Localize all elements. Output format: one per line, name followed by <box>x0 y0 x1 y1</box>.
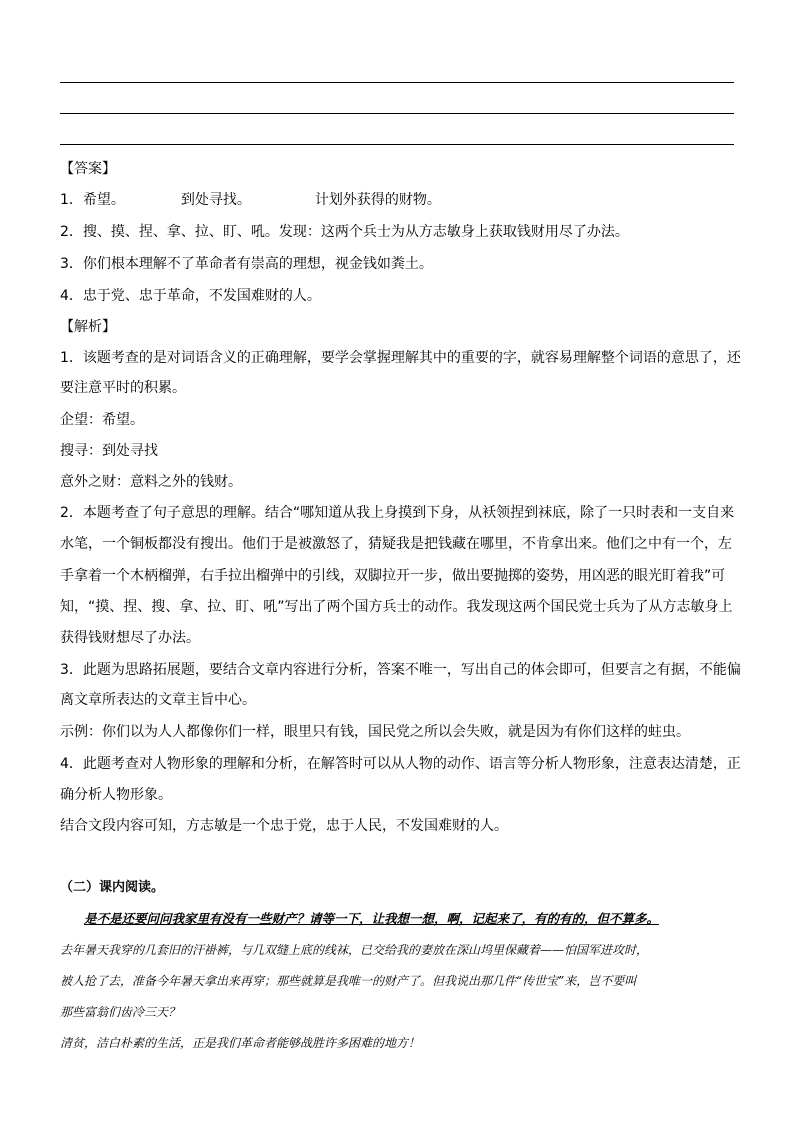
answer-line-3 <box>60 144 734 145</box>
analysis-conclusion: 结合文段内容可知，方志敏是一个忠于党，忠于人民，不发国难财的人。 <box>60 818 508 834</box>
answer-4: 4．忠于党、忠于革命，不发国难财的人。 <box>60 288 321 304</box>
analysis-header: 【解析】 <box>60 319 116 335</box>
answer-3: 3．你们根本理解不了革命者有崇高的理想，视金钱如粪土。 <box>60 256 433 272</box>
analysis-example: 示例：你们以为人人都像你们一样，眼里只有钱，国民党之所以会失败，就是因为有你们这样的蛀虫。 <box>60 724 690 740</box>
analysis-2-line-2: 水笔，一个铜板都没有搜出。他们于是被激怒了，猜疑我是把钱藏在哪里，不肯拿出来。他们之中有一个，左 <box>60 536 732 552</box>
analysis-2-line-3: 手拿着一个木柄榴弹，右手拉出榴弹中的引线，双脚拉开一步，做出要抛掷的姿势，用凶恶的眼光盯着我”可 <box>60 568 726 584</box>
answer-2: 2．搜、摸、捏、拿、拉、盯、吼。发现：这两个兵士为从方志敏身上获取钱财用尽了办法。 <box>60 224 629 240</box>
passage-line-5: 清贫，洁白朴素的生活，正是我们革命者能够战胜许多困难的地方！ <box>60 1036 421 1050</box>
analysis-1-line-2: 要注意平时的积累。 <box>60 380 186 396</box>
answer-1-part-1: 1．希望。 <box>60 192 125 208</box>
analysis-3-line-2: 离文章所表达的文章主旨中心。 <box>60 692 256 708</box>
analysis-4-line-2: 确分析人物形象。 <box>60 787 172 803</box>
analysis-2-line-4: 知，“摸、捏、搜、拿、拉、盯、吼”写出了两个国方兵士的动作。我发现这两个国民党士兵为了从方志敏身上 <box>60 599 733 615</box>
analysis-2-line-1: 2．本题考查了句子意思的理解。结合“哪知道从我上身摸到下身，从袄领捏到袜底，除了一只时表和一支自来 <box>60 505 735 521</box>
analysis-2-line-5: 获得钱财想尽了办法。 <box>60 630 200 646</box>
word-definition-2: 搜寻：到处寻找 <box>60 443 158 459</box>
answer-header: 【答案】 <box>60 161 116 177</box>
passage-line-4: 那些富翁们齿冷三天？ <box>60 1005 181 1019</box>
answer-line-1 <box>60 82 734 83</box>
answer-1 <box>60 190 736 210</box>
answer-line-2 <box>60 113 734 114</box>
passage-line-2: 去年暑天我穿的几套旧的汗褂裤，与几双缝上底的线袜，已交给我的妻放在深山坞里保藏着——怕国军进攻时， <box>60 943 649 957</box>
analysis-4-line-1: 4．此题考查对人物形象的理解和分析，在解答时可以从人物的动作、语言等分析人物形象，注意表达清楚，正 <box>60 756 741 772</box>
analysis-3-line-1: 3．此题为思路拓展题，要结合文章内容进行分析，答案不唯一，写出自己的体会即可，但要言之有据，不能偏 <box>60 662 741 678</box>
analysis-1-line-1: 1．该题考查的是对词语含义的正确理解，要学会掌握理解其中的重要的字，就容易理解整个词语的意思了，还 <box>60 350 741 366</box>
passage-line-3: 被人抢了去，准备今年暑天拿出来再穿；那些就算是我唯一的财产了。但我说出那几件“传世宝”来，岂不要叫 <box>60 974 637 988</box>
answer-1-part-2: 到处寻找。 <box>180 192 251 208</box>
word-definition-1: 企望：希望。 <box>60 412 144 428</box>
answer-1-part-3: 计划外获得的财物。 <box>314 192 441 208</box>
passage-line-1: 是不是还要问问我家里有没有一些财产？请等一下，让我想一想，啊，记起来了，有的有的，但不算多。 <box>84 911 660 926</box>
section-title: （二）课内阅读。 <box>60 880 165 895</box>
word-definition-3: 意外之财：意料之外的钱财。 <box>60 474 242 490</box>
